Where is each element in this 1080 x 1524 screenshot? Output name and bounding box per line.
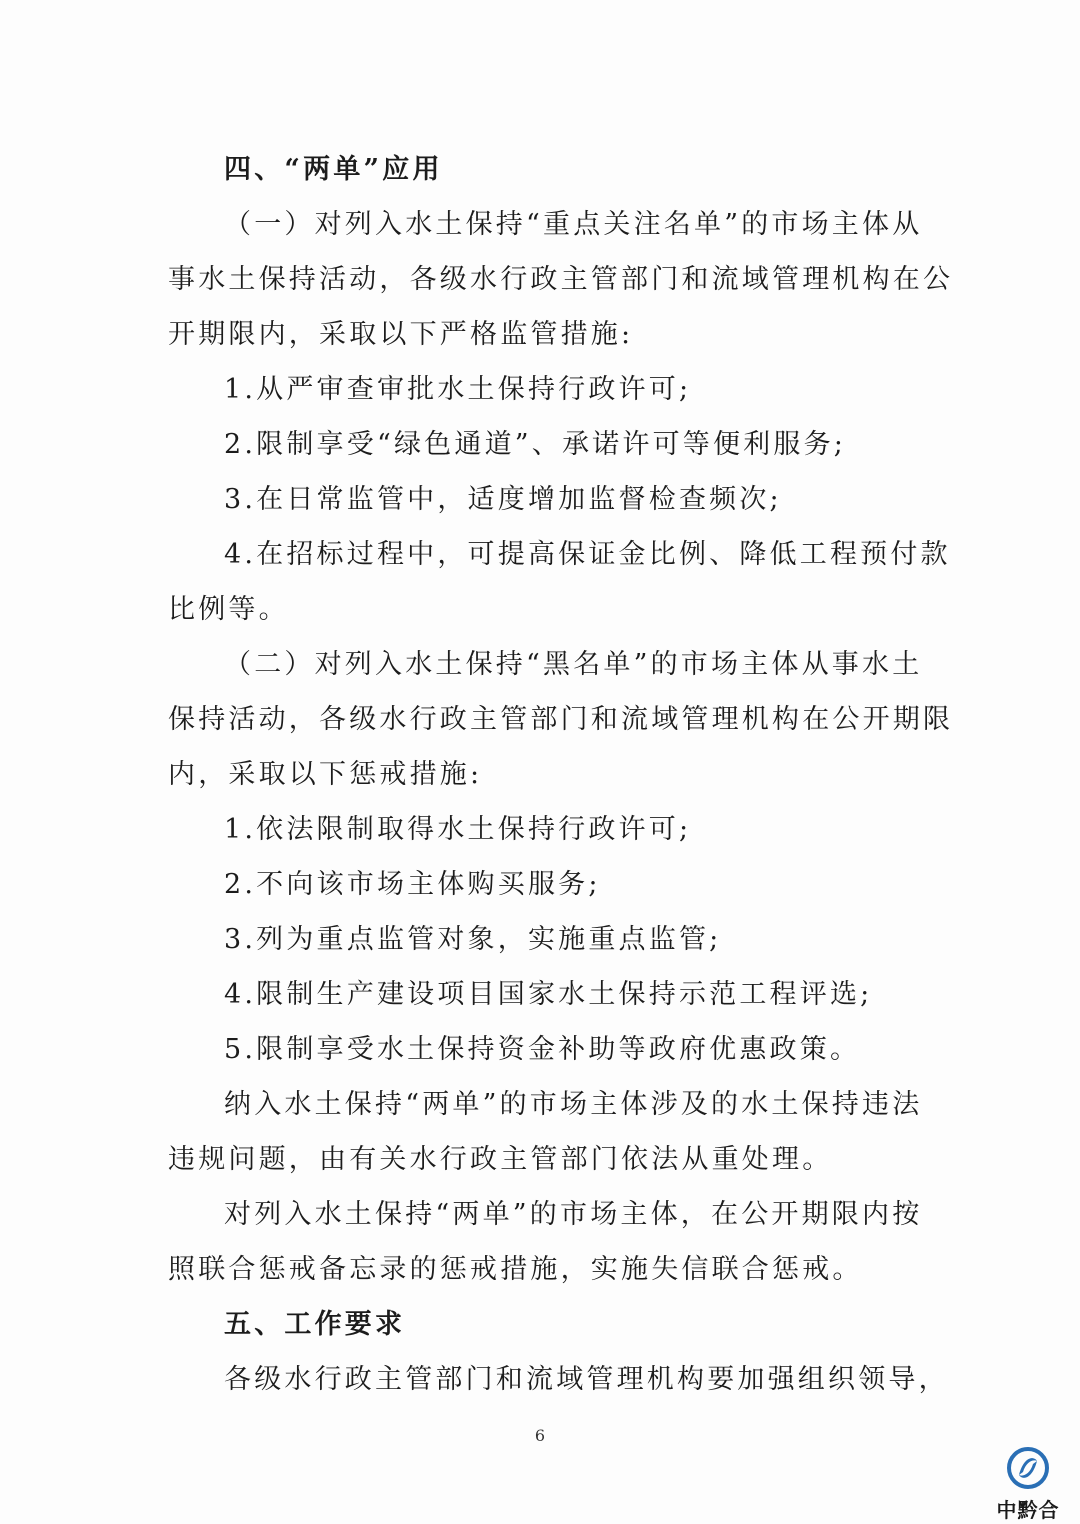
page-number: 6 [534, 1426, 546, 1445]
paragraph-line: 对列入水土保持“两单”的市场主体，在公开期限内按 [224, 1199, 923, 1230]
paragraph-line: （二）对列入水土保持“黑名单”的市场主体从事水土 [224, 649, 923, 680]
paragraph-line: 事水土保持活动，各级水行政主管部门和流域管理机构在公 [168, 264, 954, 295]
list-item: 1.依法限制取得水土保持行政许可; [224, 814, 692, 845]
list-item: 4.在招标过程中，可提高保证金比例、降低工程预付款 [224, 539, 951, 570]
list-item: 5.限制享受水土保持资金补助等政府优惠政策。 [224, 1034, 861, 1065]
list-item: 1.从严审查审批水土保持行政许可; [224, 374, 692, 405]
list-item: 2.不向该市场主体购买服务; [224, 869, 601, 900]
logo-circle-icon [1006, 1446, 1050, 1490]
list-item: 2.限制享受“绿色通道”、承诺许可等便利服务; [224, 429, 847, 460]
document-body [168, 142, 954, 1407]
paragraph-line: 照联合惩戒备忘录的惩戒措施，实施失信联合惩戒。 [168, 1254, 863, 1285]
paragraph-line: 违规问题，由有关水行政主管部门依法从重处理。 [168, 1144, 833, 1175]
logo-text: 中黔合 [996, 1498, 1060, 1522]
list-item: 4.限制生产建设项目国家水土保持示范工程评选; [224, 979, 873, 1010]
paragraph-line: 纳入水土保持“两单”的市场主体涉及的水土保持违法 [224, 1089, 923, 1120]
list-item: 3.列为重点监管对象，实施重点监管; [224, 924, 722, 955]
paragraph-line: （一）对列入水土保持“重点关注名单”的市场主体从 [224, 209, 923, 240]
section-heading-four: 四、“两单”应用 [224, 154, 443, 185]
section-heading-five: 五、工作要求 [224, 1309, 406, 1340]
paragraph-line: 内，采取以下惩戒措施: [168, 759, 483, 790]
list-item-continuation: 比例等。 [168, 594, 289, 625]
watermark-logo [988, 1446, 1068, 1520]
paragraph-line: 保持活动，各级水行政主管部门和流域管理机构在公开期限 [168, 704, 954, 735]
paragraph-line: 各级水行政主管部门和流域管理机构要加强组织领导， [224, 1364, 949, 1395]
paragraph-line: 开期限内，采取以下严格监管措施: [168, 319, 634, 350]
list-item: 3.在日常监管中，适度增加监督检查频次; [224, 484, 782, 515]
